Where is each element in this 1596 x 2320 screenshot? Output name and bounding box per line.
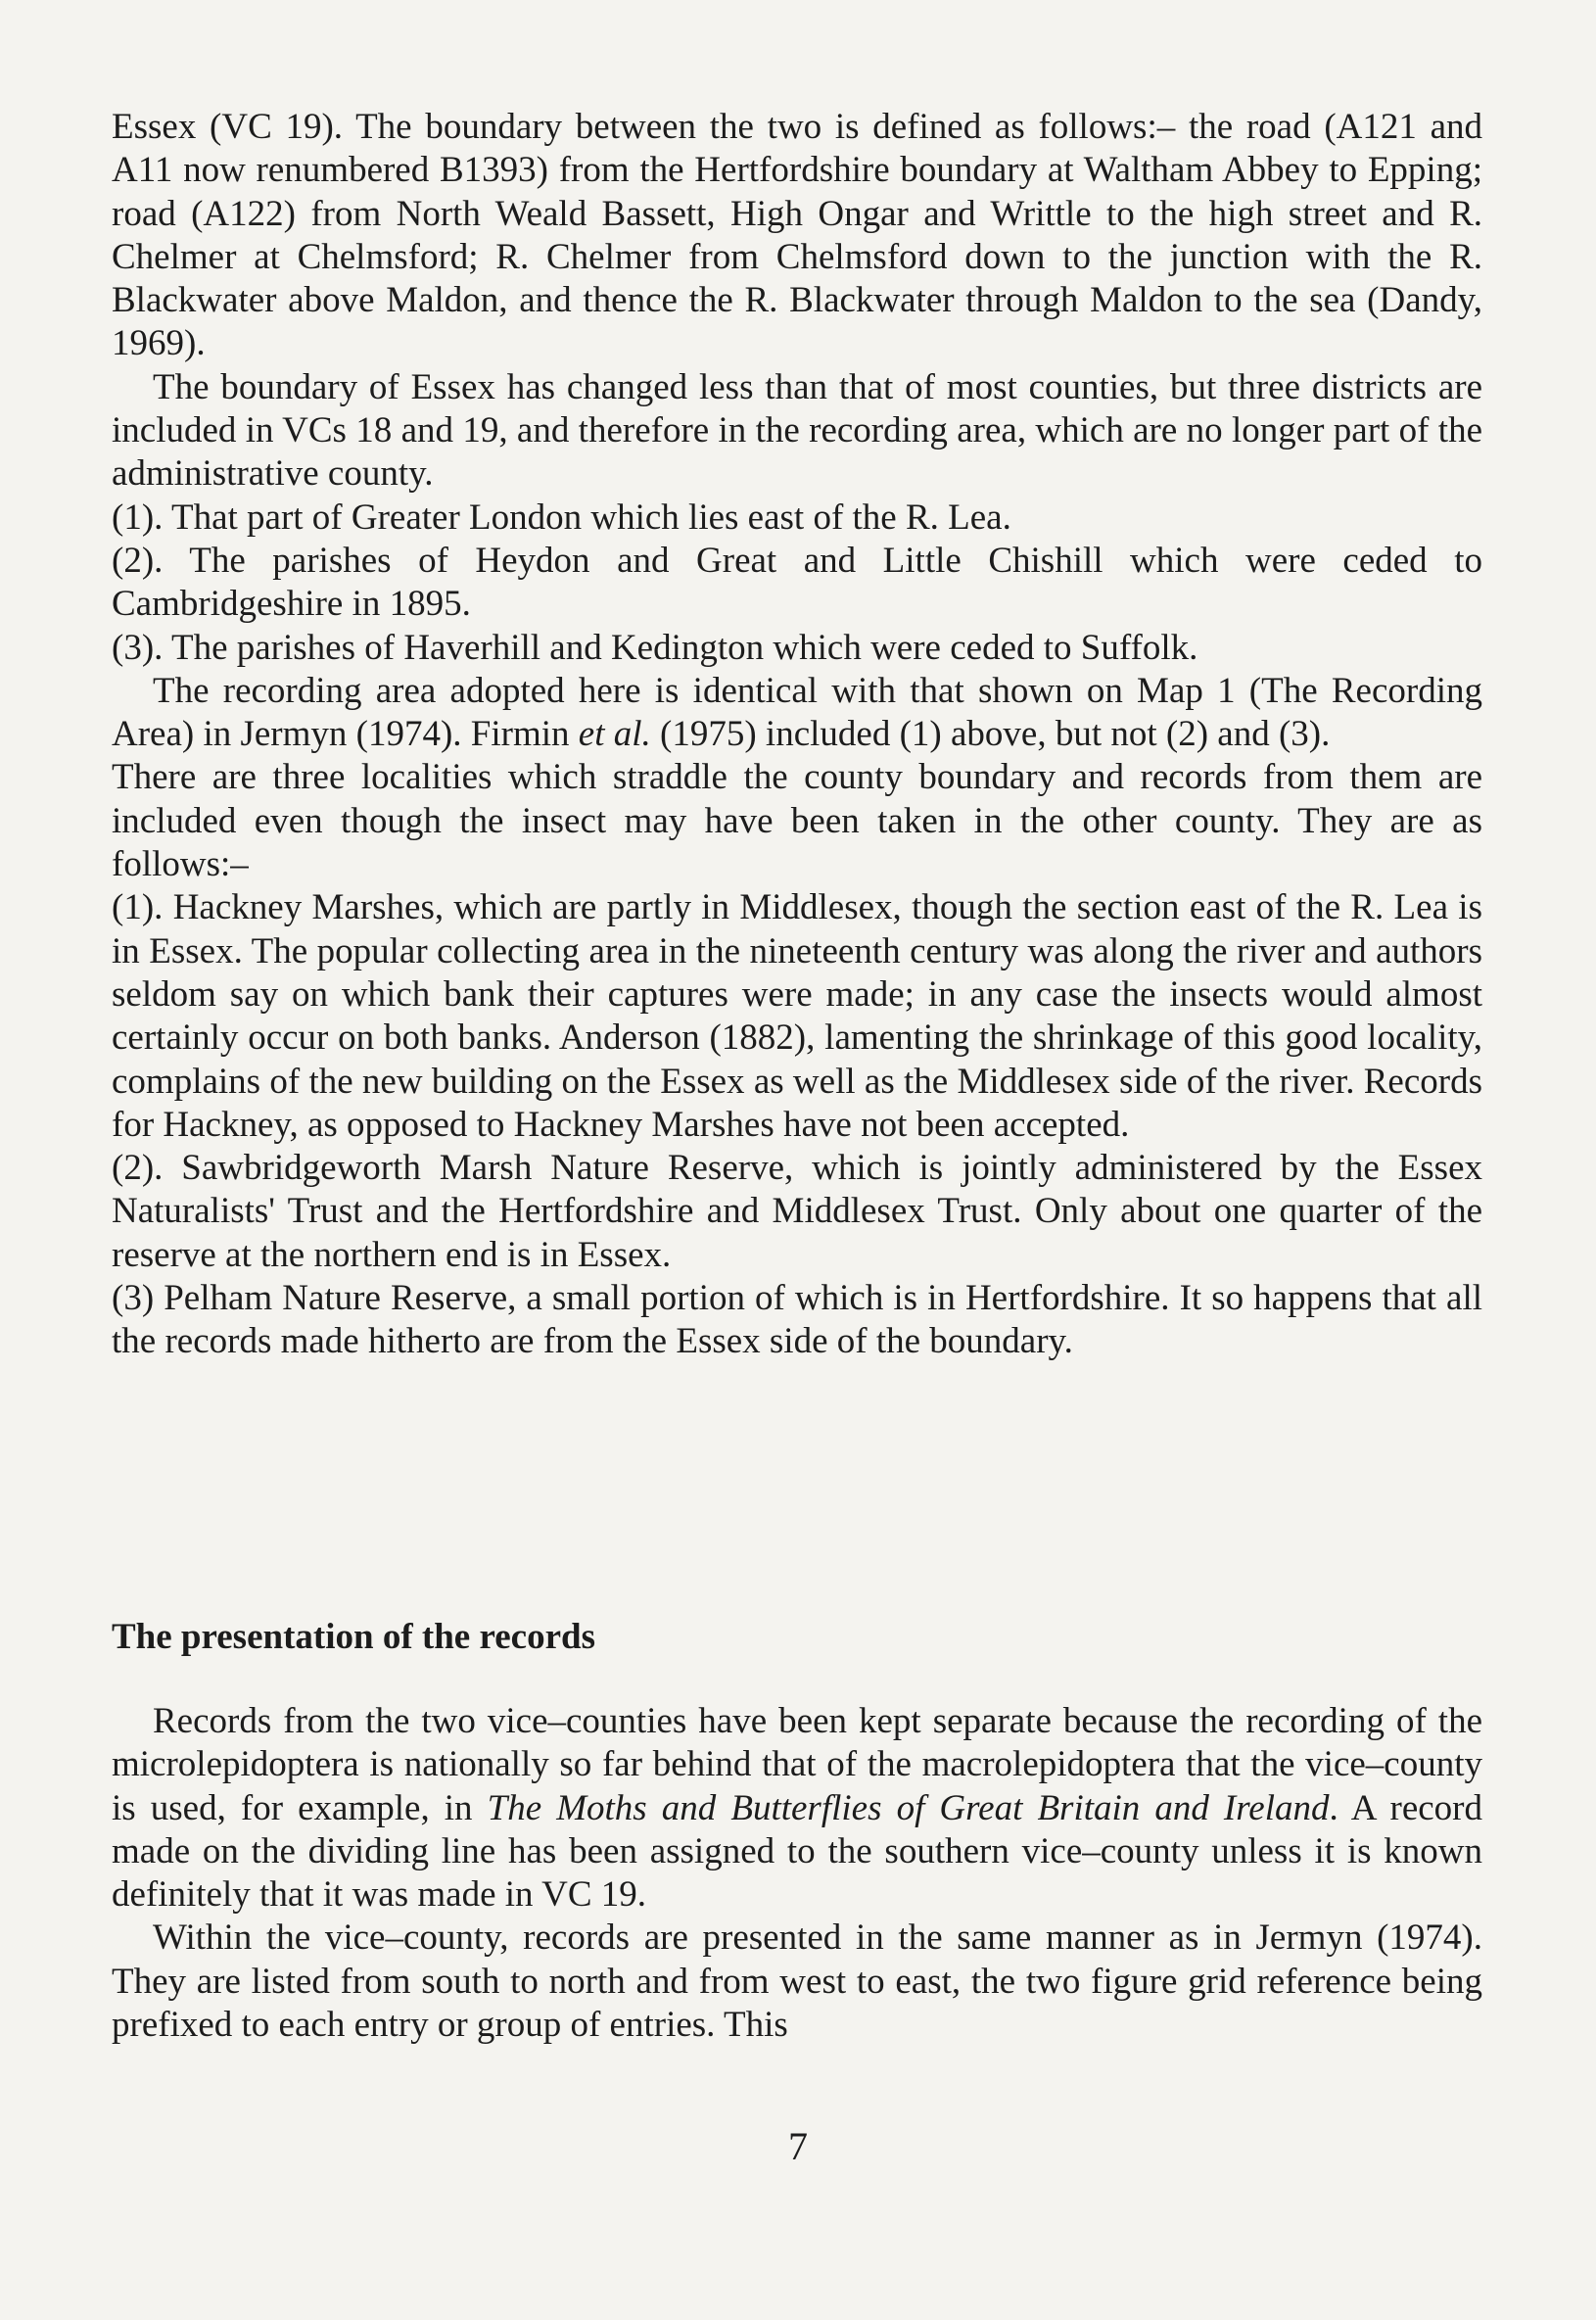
section-presentation — [112, 1700, 1482, 2047]
paragraph-straddling-localities: There are three localities which straddle the county boundary and records from them are included even though the insect may have been taken in the other county. They are as follows:– — [112, 757, 1482, 885]
page-body — [112, 106, 1483, 2046]
recording-area-text-end: (1975) included (1) above, but not (2) and (3). — [650, 714, 1331, 755]
paragraph-record-order: Within the vice–county, records are presented in the same manner as in Jermyn (1974). They are listed from south to north and from west to east, the two figure grid reference being prefixed to each entry or group of entries. This — [112, 1918, 1482, 2046]
et-al-italic: et al. — [578, 714, 651, 755]
list-item-haverhill-kedington: (3). The parishes of Haverhill and Kedington which were ceded to Suffolk. — [112, 627, 1198, 668]
paragraph-vice-counties — [112, 1700, 1482, 1917]
vice-counties-text-start: Records from the two vice–counties have been kept separate because the recording of the microlepidoptera is nationally so far behind that of the macrolepidoptera that the vice–county is used, for example, in — [112, 1701, 1482, 1828]
paragraph-vc19-boundary: Essex (VC 19). The boundary between the two is defined as follows:– the road (A121 and A11 now renumbered B1393) from the Hertfordshire boundary at Waltham Abbey to Epping; road (A122) from North Weald Bassett, High Ongar and Writtle to the high street and R. Chelmer at Chelmsford; R. Chelmer from Chelmsford down to the junction with the R. Blackwater above Maldon, and thence the R. Blackwater through Maldon to the sea (Dandy, 1969). — [112, 107, 1482, 364]
paragraph-boundary-changes: The boundary of Essex has changed less than that of most counties, but three districts are included in VCs 18 and 19, and therefore in the recording area, which are no longer part of the administrative county. — [112, 366, 1482, 495]
book-title-italic: The Moths and Butterflies of Great Britain and Ireland — [487, 1787, 1330, 1828]
list-item-heydon-chishill: (2). The parishes of Heydon and Great and Little Chishill which were ceded to Cambridgeshire in 1895. — [112, 540, 1482, 625]
paragraph-recording-area — [112, 670, 1482, 757]
list-item-sawbridgeworth-marsh: (2). Sawbridgeworth Marsh Nature Reserve, which is jointly administered by the Essex Naturalists' Trust and the Hertfordshire and Middlesex Trust. Only about one quarter of the reserve at the northern end is in Essex. — [112, 1148, 1482, 1275]
section-heading: The presentation of the records — [112, 1617, 595, 1657]
page-number: 7 — [788, 2124, 808, 2168]
vice-counties-text-end: . A record made on the dividing line has been assigned to the southern vice–county unless it is known definitely that it was made in VC 19. — [112, 1787, 1483, 1916]
recording-area-text-start: The recording area adopted here is identical with that shown on Map 1 (The Recording Area) in Jermyn (1974). Firmin — [112, 670, 1482, 755]
list-item-hackney-marshes: (1). Hackney Marshes, which are partly in Middlesex, though the section east of the R. Lea is in Essex. The popular collecting area in the nineteenth century was along the river and authors seldom say on which bank their captures were made; in any case the insects would almost certainly occur on both banks. Anderson (1882), lamenting the shrinkage of this good locality, complains of the new building on the Essex as well as the Middlesex side of the river. Records for Hackney, as opposed to Hackney Marshes have not been accepted. — [112, 887, 1482, 1145]
list-item-greater-london: (1). That part of Greater London which lies east of the R. Lea. — [112, 497, 1011, 538]
list-item-pelham-reserve: (3) Pelham Nature Reserve, a small portion of which is in Hertfordshire. It so happens that all the records made hitherto are from the Essex side of the boundary. — [112, 1278, 1482, 1362]
